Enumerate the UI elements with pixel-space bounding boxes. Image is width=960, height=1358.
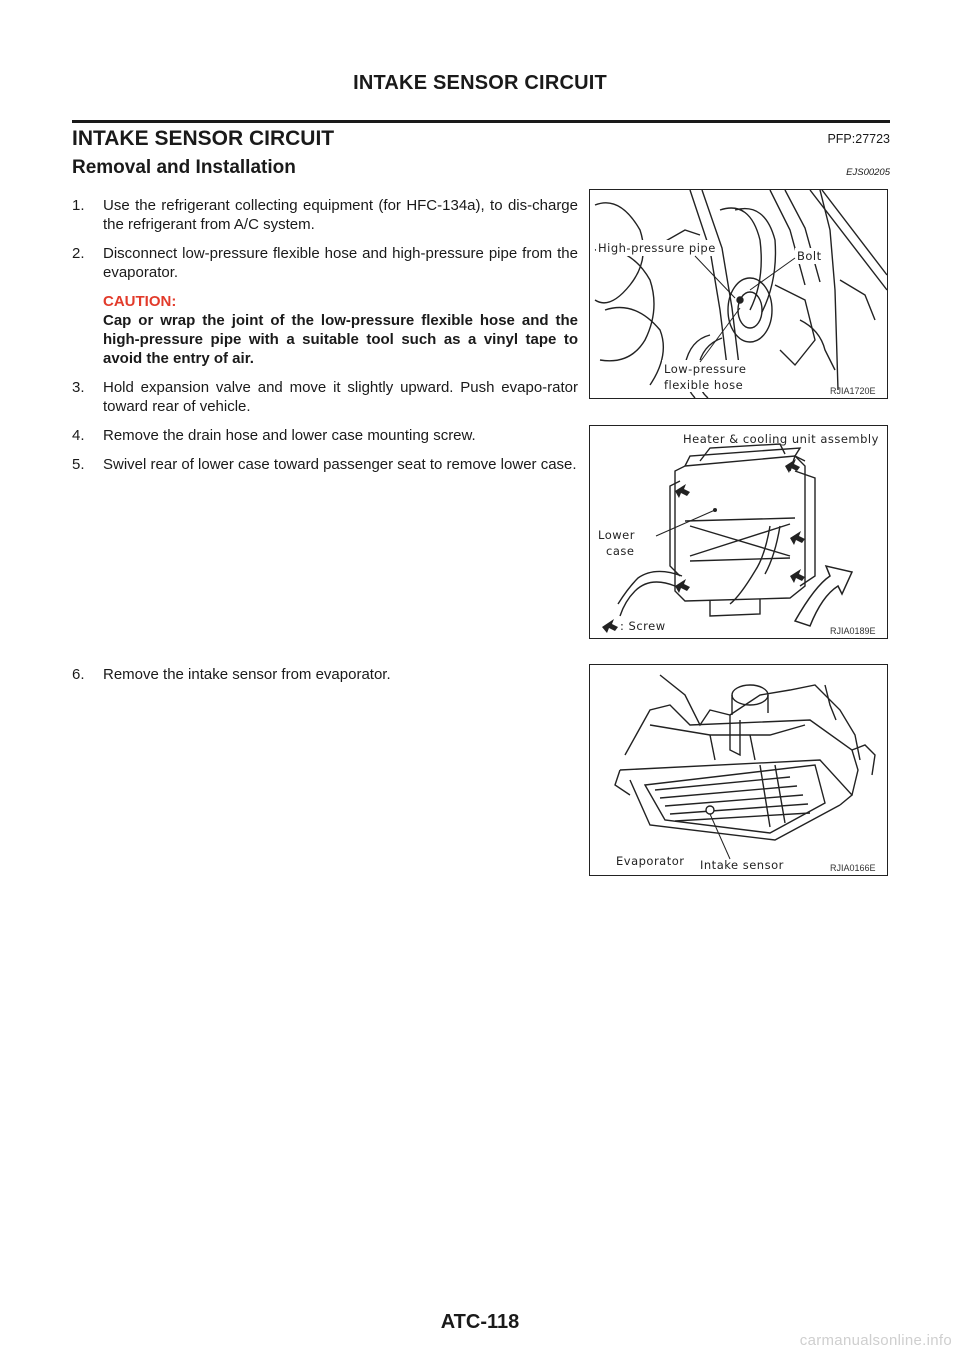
watermark: carmanualsonline.info — [799, 1332, 952, 1349]
step-2 — [72, 244, 578, 282]
subsection-title: Removal and Installation — [72, 157, 296, 178]
step-3 — [72, 378, 578, 416]
caution-text: Cap or wrap the joint of the low-pressure flexible hose and the high-pressure pipe with a suitable tool such as a vinyl tape to avoid the entry of air. — [103, 312, 578, 367]
step-text: Swivel rear of lower case toward passenger seat to remove lower case. — [103, 456, 577, 473]
figure-code: RJIA0189E — [830, 626, 876, 636]
screw-legend-icon — [602, 619, 618, 633]
step-number: 1. — [72, 197, 85, 214]
caution-label: CAUTION: — [103, 293, 177, 310]
page-number: ATC-118 — [440, 1311, 520, 1333]
step-text: Remove the intake sensor from evaporator. — [103, 666, 391, 683]
steps-group-1 — [72, 196, 578, 426]
step-text: Disconnect low-pressure flexible hose and high-pressure pipe from the evaporator. — [103, 245, 578, 281]
label-screw: : Screw — [620, 619, 666, 633]
step-number: 5. — [72, 456, 85, 473]
figure-heater-illustration — [590, 426, 887, 638]
page-header-title: INTAKE SENSOR CIRCUIT — [353, 72, 607, 94]
step-1 — [72, 196, 578, 234]
figure-code: RJIA1720E — [830, 386, 876, 396]
label-low-pressure: Low-pressure — [664, 362, 747, 376]
label-intake-sensor: Intake sensor — [700, 858, 784, 872]
step-number: 4. — [72, 427, 85, 444]
figure-evaporator-illustration — [590, 665, 887, 875]
step-text: Use the refrigerant collecting equipment (for HFC-134a), to dis-charge the refrigerant from A/C system. — [103, 197, 578, 233]
label-flexible-hose: flexible hose — [664, 378, 744, 392]
step-5 — [72, 455, 578, 474]
pfp-code: PFP:27723 — [827, 132, 890, 146]
label-heater-cooling-unit: Heater & cooling unit assembly — [683, 432, 879, 446]
header-rule — [72, 120, 890, 123]
step-number: 3. — [72, 379, 85, 396]
figure-heater-cooling-unit — [589, 425, 888, 639]
steps-group-2 — [72, 426, 578, 484]
step-4 — [72, 426, 578, 445]
figure-pipe-connection — [589, 189, 888, 399]
figure-evaporator — [589, 664, 888, 876]
figure-pipe-illustration — [590, 190, 887, 398]
step-text: Hold expansion valve and move it slightly upward. Push evapo-rator toward rear of vehicle. — [103, 379, 578, 415]
step-6 — [72, 665, 578, 684]
step-text: Remove the drain hose and lower case mounting screw. — [103, 427, 476, 444]
step-number: 2. — [72, 245, 85, 262]
section-title: INTAKE SENSOR CIRCUIT — [72, 127, 335, 150]
label-evaporator: Evaporator — [616, 854, 685, 868]
label-bolt: Bolt — [797, 249, 822, 263]
label-high-pressure-pipe: High-pressure pipe — [598, 241, 716, 255]
ejs-code: EJS00205 — [846, 167, 890, 178]
label-case: case — [606, 544, 635, 558]
figure-code: RJIA0166E — [830, 863, 876, 873]
step-number: 6. — [72, 666, 85, 683]
steps-group-3 — [72, 665, 578, 694]
label-lower: Lower — [598, 528, 635, 542]
caution-block — [72, 292, 578, 368]
